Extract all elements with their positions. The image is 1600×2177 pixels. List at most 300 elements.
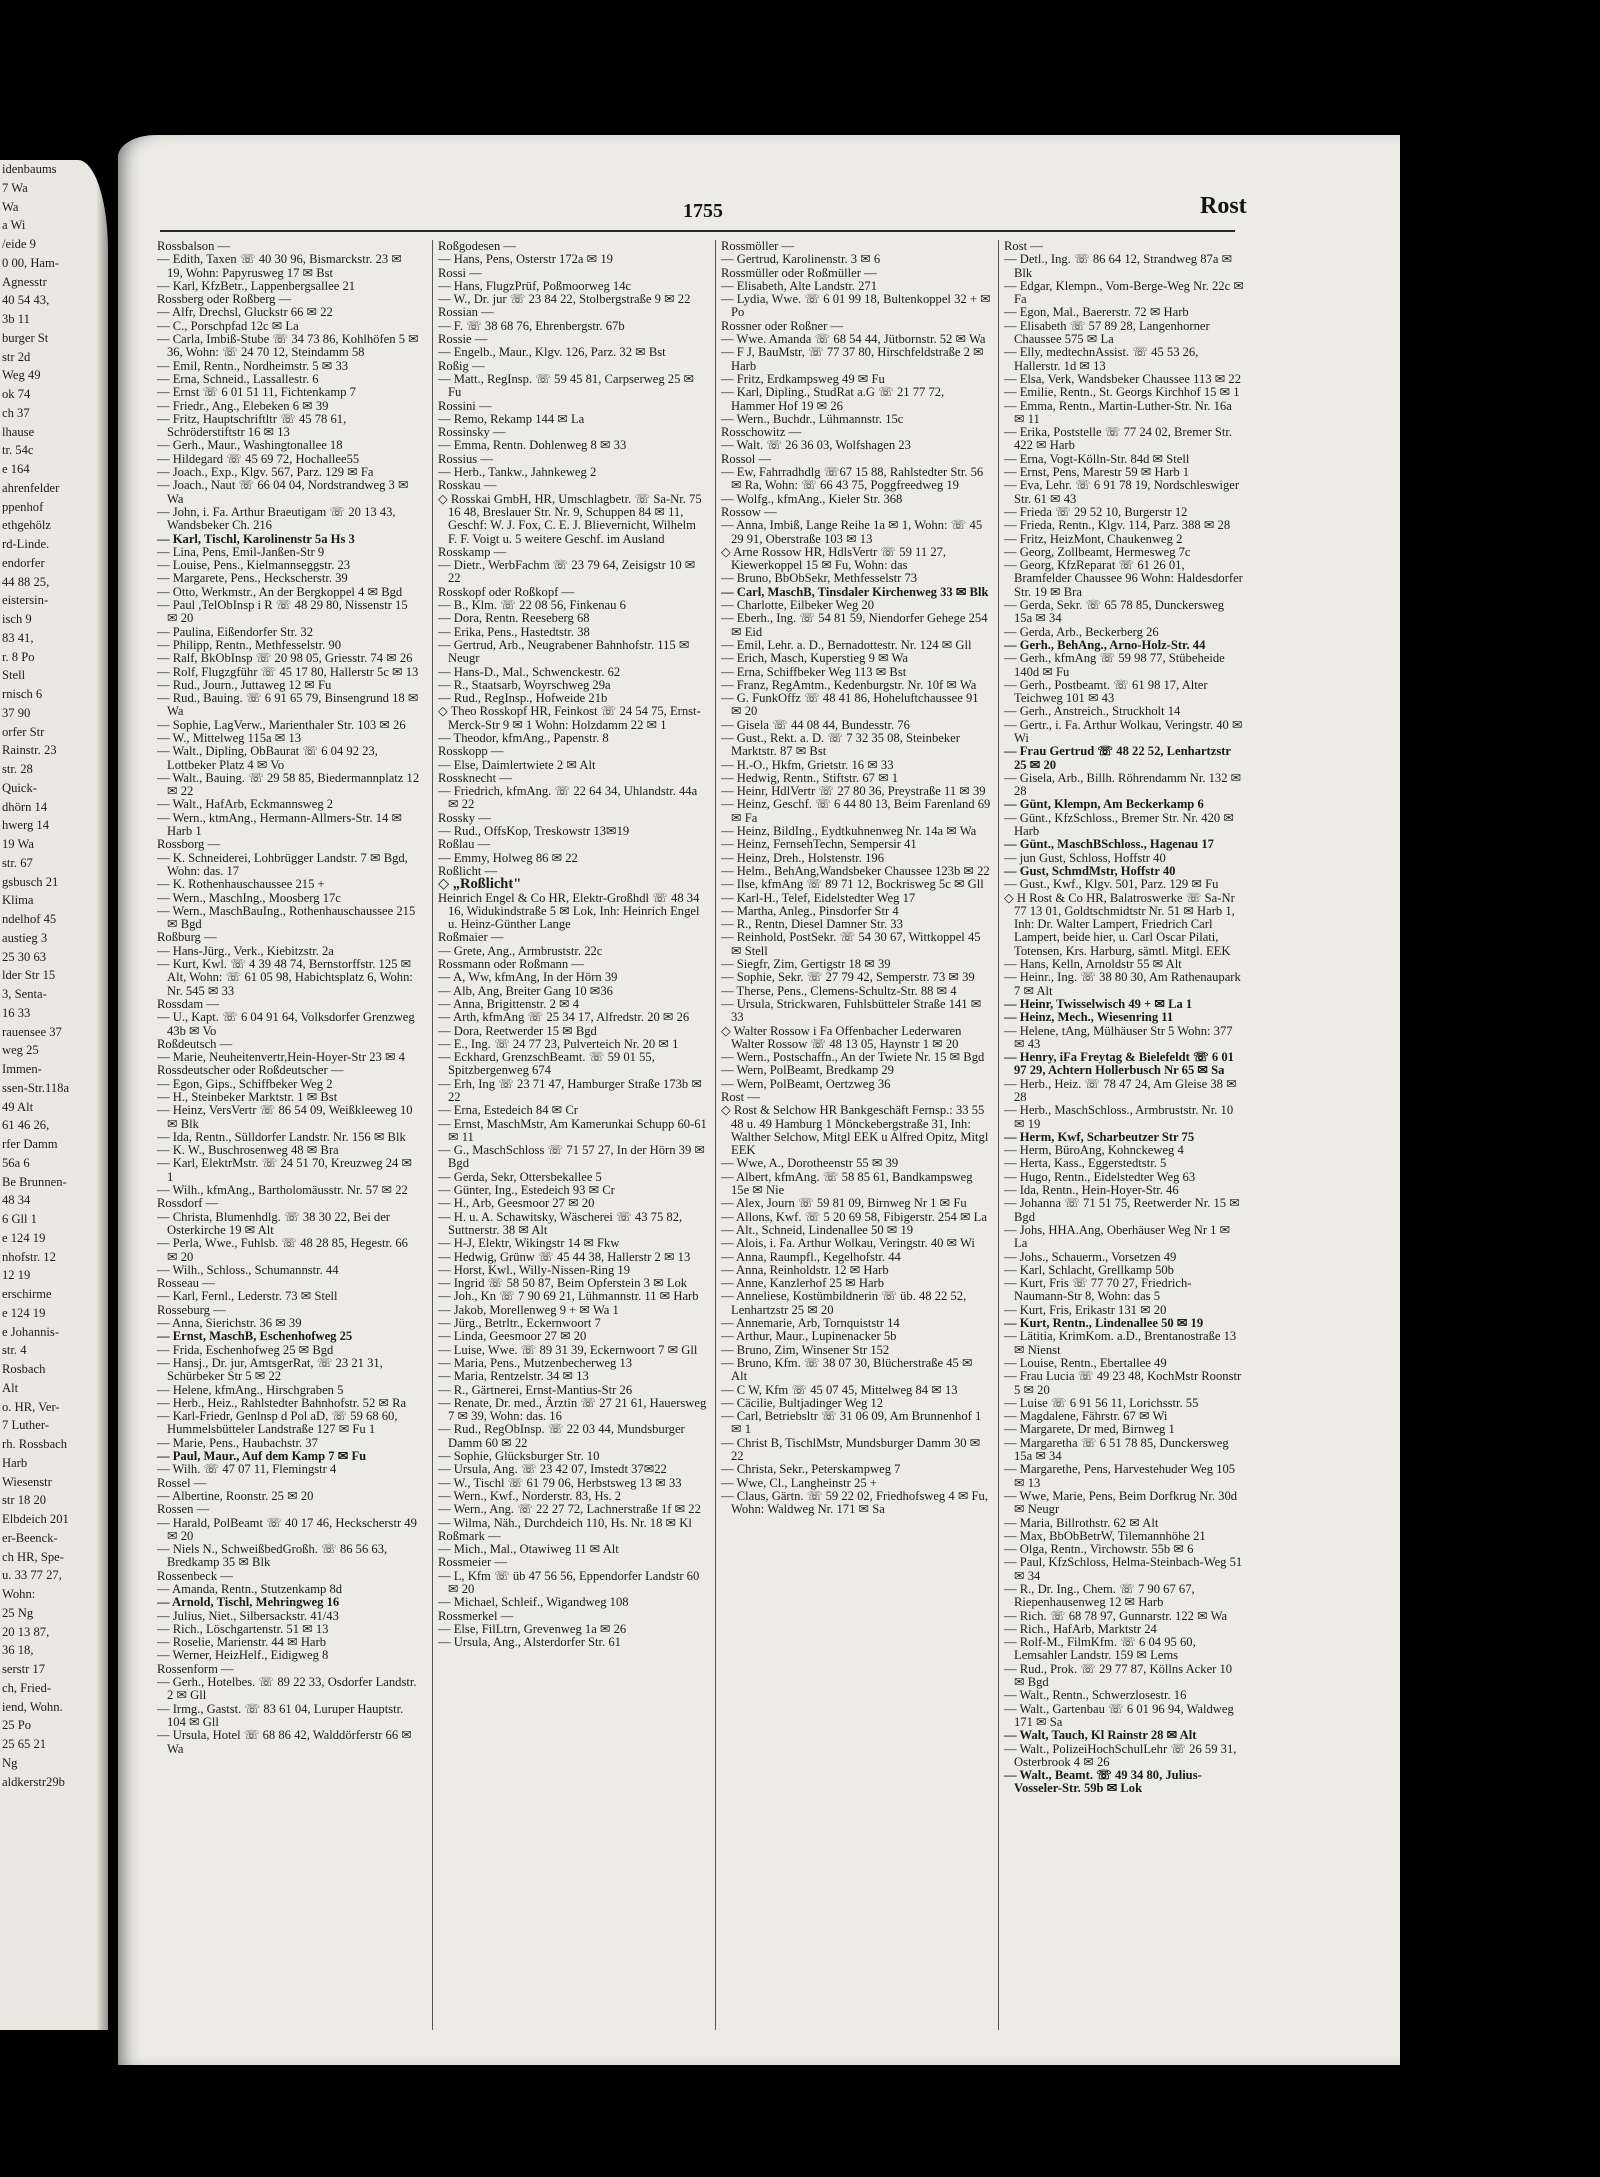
directory-entry: — Remo, Rekamp 144 ✉ La <box>438 411 585 426</box>
directory-entry: Roßdeutsch — <box>157 1036 233 1051</box>
facing-page-line: a Wi <box>2 218 26 233</box>
directory-entry: Roßmaier — <box>438 930 504 945</box>
directory-entry: — Frau Gertrud ☏ 48 22 52, Lenhartzstr 25 ✉ 20 <box>1004 744 1231 772</box>
directory-entry: — Franz, RegAmtm., Kedenburgstr. Nr. 10f ✉ Wa <box>721 677 977 692</box>
directory-entry: — Elisabeth, Alte Landstr. 271 <box>721 278 878 293</box>
directory-entry: — Heinr., Ing. ☏ 38 80 30, Am Rathenaupark 7 ✉ Alt <box>1004 970 1241 998</box>
directory-entry: — U., Kapt. ☏ 6 04 91 64, Volksdorfer Grenzweg 43b ✉ Vo <box>157 1010 415 1038</box>
directory-entry: — Wwe, Cl., Langheinstr 25 + <box>721 1475 877 1490</box>
directory-entry: — Siegfr, Zim, Gertigstr 18 ✉ 39 <box>721 957 891 972</box>
facing-page-line: e 164 <box>2 462 30 476</box>
directory-entry: — W., Dr. jur ☏ 23 84 22, Stolbergstraße 9 ✉ 22 <box>438 292 691 307</box>
directory-entry: — Erna, Schneid., Lassallestr. 6 <box>157 371 319 386</box>
directory-entry: — Rolf, Flugzgführ ☏ 45 17 80, Hallerstr 5c ✉ 13 <box>157 664 419 679</box>
directory-entry: — Hans, Pens, Osterstr 172a ✉ 19 <box>438 252 613 267</box>
directory-entry: — Friedr., Ang., Elebeken 6 ✉ 39 <box>157 398 329 413</box>
directory-entry: — G., MaschSchloss ☏ 71 57 27, In der Hörn 39 ✉ Bgd <box>438 1143 705 1171</box>
directory-entry: — Gust, SchmdMstr, Hoffstr 40 <box>1004 863 1176 878</box>
directory-entry: — Herb., Heiz., Rahlstedter Bahnhofstr. 52 ✉ Ra <box>157 1395 407 1410</box>
directory-entry: — Kurt, Fris ☏ 77 70 27, Friedrich-Naumann-Str 8, Wohn: das 5 <box>1004 1276 1192 1304</box>
directory-entry: — C W, Kfm ☏ 45 07 45, Mittelweg 84 ✉ 13 <box>721 1382 958 1397</box>
facing-page-line: ahrenfelder <box>2 480 60 495</box>
directory-entry: — Johs., Schauerm., Vorsetzen 49 <box>1004 1249 1177 1264</box>
directory-entry: Rossol — <box>721 451 772 466</box>
directory-entry: Rosschowitz — <box>721 425 802 440</box>
directory-entry: Rossmüller oder Roßmüller — <box>721 265 877 280</box>
directory-entry: — Heinz, Geschf. ☏ 6 44 80 13, Beim Farenland 69 ✉ Fa <box>721 797 991 825</box>
facing-page-line: 44 88 25, <box>2 574 50 589</box>
facing-page-line: Be Brunnen- <box>2 1174 67 1189</box>
facing-page-line: 49 Alt <box>2 1099 34 1114</box>
directory-entry: — Roselie, Marienstr. 44 ✉ Harb <box>157 1635 326 1650</box>
directory-entry: — Walt., PolizeiHochSchulLehr ☏ 26 59 31, Osterbrook 4 ✉ 26 <box>1004 1741 1237 1769</box>
directory-entry: — Kurt, Kwl. ☏ 4 39 48 74, Bernstorffstr. 125 ✉ Alt, Wohn: ☏ 61 05 98, Habichtsplatz 6, Wohn: Nr. 545 ✉ 33 <box>157 957 413 998</box>
directory-entry: — Herb., Tankw., Jahnkeweg 2 <box>438 465 597 480</box>
facing-page-line: str. 4 <box>2 1343 27 1358</box>
directory-entry: — Luise, Wwe. ☏ 89 31 39, Eckernwoort 7 ✉ Gll <box>438 1342 698 1357</box>
facing-page-line: Wa <box>2 199 19 214</box>
directory-entry: Rossdam — <box>157 996 219 1011</box>
directory-entry: — Heinz, VersVertr ☏ 86 54 09, Weißkleeweg 10 ✉ Blk <box>157 1103 413 1131</box>
facing-page-line: e 124 19 <box>2 1230 46 1245</box>
directory-entry: Heinrich Engel & Co HR, Elektr-Großhdl ☏ 48 34 16, Widukindstraße 5 ✉ Lok, Inh: Heinrich Engel u. Heinz-Günther Lange <box>438 890 700 932</box>
directory-entry: — Wern., MaschBauIng., Rothenhauschaussee 215 ✉ Bgd <box>157 903 416 932</box>
directory-entry: — Jürg., Betrltr., Eckernwoort 7 <box>438 1316 601 1331</box>
directory-entry: — Lätitia, KrimKom. a.D., Brentanostraße 13 ✉ Nienst <box>1004 1329 1237 1357</box>
facing-page-line: Rosbach <box>2 1362 46 1376</box>
directory-entry: — Erna, Vogt-Kölln-Str. 84d ✉ Stell <box>1004 451 1190 466</box>
directory-entry: — Heinz, Dreh., Holstenstr. 196 <box>721 850 884 865</box>
directory-entry: — Harald, PolBeamt ☏ 40 17 46, Heckscherstr 49 ✉ 20 <box>157 1515 417 1543</box>
directory-entry: — Kurt, Rentn., Lindenallee 50 ✉ 19 <box>1004 1316 1204 1331</box>
directory-entry: — Marie, Neuheitenvertr,Hein-Hoyer-Str 23 ✉ 4 <box>157 1050 405 1065</box>
directory-entry: — Paul, KfzSchloss, Helma-Steinbach-Weg 51 ✉ 34 <box>1004 1555 1243 1583</box>
facing-page-line: 7 Luther- <box>2 1418 49 1433</box>
directory-entry: — Fritz, HeizMont, Chaukenweg 2 <box>1004 531 1183 546</box>
facing-page-line: str. 28 <box>2 762 33 776</box>
directory-entry: — R., Dr. Ing., Chem. ☏ 7 90 67 67, Riepenhausenweg 12 ✉ Harb <box>1004 1581 1195 1610</box>
directory-entry: — Max, BbObBetrW, Tilemannhöhe 21 <box>1004 1528 1206 1543</box>
directory-entry: — Ursula, Strickwaren, Fuhlsbütteler Straße 141 ✉ 33 <box>721 996 982 1025</box>
directory-entry: Rossenform — <box>157 1661 234 1676</box>
facing-page-line: 16 33 <box>2 1005 31 1020</box>
directory-entry: — Rud., Journ., Juttaweg 12 ✉ Fu <box>157 677 332 692</box>
directory-entry: — Carl, Betriebsltr ☏ 31 06 09, Am Brunnenhof 1 ✉ 1 <box>721 1409 982 1437</box>
directory-entry: — Gerh., BehAng., Arno-Holz-Str. 44 <box>1004 637 1206 652</box>
directory-entry: — Günt, Klempn, Am Beckerkamp 6 <box>1004 797 1204 812</box>
directory-entry: — Louise, Rentn., Ebertallee 49 <box>1004 1355 1167 1370</box>
directory-entry: Rossow — <box>721 504 777 519</box>
directory-entry: — Erna, Estedeich 84 ✉ Cr <box>438 1103 578 1118</box>
facing-page-line: ch 37 <box>2 405 30 420</box>
directory-entry: — Frieda, Rentn., Klgv. 114, Parz. 388 ✉ 28 <box>1004 518 1231 533</box>
directory-entry: — Ida, Rentn., Sülldorfer Landstr. Nr. 156 ✉ Blk <box>157 1129 406 1144</box>
running-head: Rost <box>1200 193 1247 219</box>
directory-entry: — Gerh., kfmAng ☏ 59 98 77, Stübeheide 140d ✉ Fu <box>1004 651 1225 679</box>
facing-page-line: nhofstr. 12 <box>2 1249 56 1264</box>
facing-page-line: 25 65 21 <box>2 1737 47 1751</box>
facing-page-line: 37 90 <box>2 705 31 720</box>
directory-entry: — Irmg., Gastst. ☏ 83 61 04, Luruper Hauptstr. 104 ✉ Gll <box>157 1701 404 1729</box>
facing-page-line: Harb <box>2 1455 28 1470</box>
directory-entry: — Hans, Kelln, Arnoldstr 55 ✉ Alt <box>1004 957 1182 972</box>
directory-entry: — Wilma, Näh., Durchdeich 110, Hs. Nr. 18 ✉ Kl <box>438 1515 692 1530</box>
directory-entry: — Wilh., kfmAng., Bartholomäusstr. Nr. 57 ✉ 22 <box>157 1183 408 1198</box>
directory-entry: — Mich., Mal., Otawiweg 11 ✉ Alt <box>438 1542 619 1557</box>
directory-entry: — Karl-H., Telef, Eidelstedter Weg 17 <box>721 890 916 905</box>
facing-page-line: rh. Rossbach <box>2 1437 68 1451</box>
directory-entry: — K. Rothenhauschaussee 215 + <box>157 877 325 892</box>
facing-page-line: 61 46 26, <box>2 1118 50 1133</box>
directory-entry: — Gisela, Arb., Billh. Röhrendamm Nr. 132 ✉ 28 <box>1004 770 1242 799</box>
directory-entry: ◇ Rosskai GmbH, HR, Umschlagbetr. ☏ Sa-Nr. 75 16 48, Breslauer Str. Nr. 9, Schuppen 84 ✉ 11, Geschf: W. J. Fox, C. E. J. Blievernicht, Wilhelm F. F. Voigt u. 5 weitere Geschf. im Ausland <box>438 491 702 546</box>
facing-page-line: Alt <box>2 1380 19 1395</box>
directory-entry: — Rud., RegObInsp. ☏ 22 03 44, Mundsburger Damm 60 ✉ 22 <box>438 1422 685 1450</box>
directory-entry: — Ingrid ☏ 58 50 87, Beim Opferstein 3 ✉ Lok <box>438 1276 688 1291</box>
facing-page-line: 20 13 87, <box>2 1624 50 1639</box>
directory-entry: Rossdorf — <box>157 1196 219 1211</box>
directory-entry: — Rud., RegInsp., Hofweide 21b <box>438 691 608 706</box>
facing-page-line: rnisch 6 <box>2 687 43 701</box>
directory-entry: — Paulina, Eißendorfer Str. 32 <box>157 624 313 639</box>
directory-entry: — Walt, Tauch, Kl Rainstr 28 ✉ Alt <box>1004 1728 1197 1743</box>
directory-entry: — K. Schneiderei, Lohbrügger Landstr. 7 ✉ Bgd, Wohn: das. 17 <box>157 850 408 878</box>
directory-entry: — Margarete, Dr med, Birnweg 1 <box>1004 1422 1175 1437</box>
facing-page-line: str 2d <box>2 349 31 364</box>
directory-entry: — Sophie, Glücksburger Str. 10 <box>438 1449 600 1464</box>
facing-page-line: serstr 17 <box>2 1662 46 1676</box>
directory-entry: — Perla, Wwe., Fuhlsb. ☏ 48 28 85, Hegestr. 66 ✉ 20 <box>157 1236 408 1264</box>
directory-entry: — G. FunkOffz ☏ 48 41 86, Hoheluftchaussee 91 ✉ 20 <box>721 691 979 719</box>
directory-entry: ◇ Theo Rosskopf HR, Feinkost ☏ 24 54 75, Ernst-Merck-Str 9 ✉ 1 Wohn: Holzdamm 22 ✉ 1 <box>438 704 701 732</box>
directory-entry: Roßmark — <box>438 1528 501 1543</box>
directory-entry: Roßig — <box>438 358 485 373</box>
facing-page-line: Rainstr. 23 <box>2 743 57 758</box>
directory-entry: — Ralf, BkObInsp ☏ 20 98 05, Griesstr. 74 ✉ 26 <box>157 651 413 666</box>
directory-entry: — Heinr, Twisselwisch 49 + ✉ La 1 <box>1004 996 1193 1011</box>
facing-page-line: str 18 20 <box>2 1493 47 1508</box>
directory-entry: — Dora, Reetwerder 15 ✉ Bgd <box>438 1023 597 1038</box>
directory-entry: — K. W., Buschrosenweg 48 ✉ Bra <box>157 1143 339 1158</box>
directory-entry: Rosseburg — <box>157 1302 226 1317</box>
directory-entry: — Louise, Pens., Kielmannseggstr. 23 <box>157 558 351 573</box>
directory-entry: — Julius, Niet., Silbersackstr. 41/43 <box>157 1608 339 1623</box>
directory-entry: Rossius — <box>438 451 493 466</box>
directory-entry: — Wern., Postschaffn., An der Twiete Nr. 15 ✉ Bgd <box>721 1050 985 1065</box>
directory-entry: — Amanda, Rentn., Stutzenkamp 8d <box>157 1581 343 1596</box>
facing-page-line: iend, Wohn. <box>2 1699 63 1714</box>
directory-entry: — Emil, Rentn., Nordheimstr. 5 ✉ 33 <box>157 358 349 373</box>
directory-entry: — Walt., Beamt. ☏ 49 34 80, Julius-Vosseler-Str. 59b ✉ Lok <box>1004 1768 1202 1796</box>
directory-entry: — Gust., Kwf., Klgv. 501, Parz. 129 ✉ Fu <box>1004 877 1219 892</box>
directory-entry: — Heinz, BildIng., Eydtkuhnenweg Nr. 14a ✉ Wa <box>721 824 977 839</box>
directory-entry: — Gerh., Hotelbes. ☏ 89 22 33, Osdorfer Landstr. 2 ✉ Gll <box>157 1675 417 1703</box>
header-rule <box>160 230 1235 232</box>
directory-entry: Rossini — <box>438 398 492 413</box>
facing-page-line: 3b 11 <box>2 312 30 326</box>
directory-entry: — Anna, Brigittenstr. 2 ✉ 4 <box>438 996 580 1011</box>
directory-entry: — Albert, kfmAng. ☏ 58 85 61, Bandkampsweg 15e ✉ Nie <box>721 1169 973 1198</box>
directory-entry: Rosseau — <box>157 1276 215 1291</box>
directory-entry: — Alb, Ang, Breiter Gang 10 ✉36 <box>438 983 613 998</box>
directory-entry: — Therse, Pens., Clemens-Schultz-Str. 88 ✉ 4 <box>721 983 957 998</box>
directory-entry: — Karl, KfzBetr., Lappenbergsallee 21 <box>157 278 356 293</box>
directory-entry: — Fritz, Erdkampsweg 49 ✉ Fu <box>721 371 885 386</box>
facing-page-fragment <box>0 160 108 2030</box>
directory-entry: — Linda, Geesmoor 27 ✉ 20 <box>438 1329 587 1344</box>
directory-entry: — Arnold, Tischl, Mehringweg 16 <box>157 1595 340 1610</box>
directory-entry: — Matt., RegInsp. ☏ 59 45 81, Carpserweg 25 ✉ Fu <box>438 371 695 400</box>
directory-entry: Rossmeier — <box>438 1555 507 1570</box>
directory-entry: — Karl, Schlacht, Grellkamp 50b <box>1004 1262 1174 1277</box>
directory-entry: — Joach., Exp., Klgv. 567, Parz. 129 ✉ Fa <box>157 465 374 480</box>
directory-entry: — E., Ing. ☏ 24 77 23, Pulverteich Nr. 20 ✉ 1 <box>438 1036 679 1051</box>
directory-entry: — Edgar, Klempn., Vom-Berge-Weg Nr. 22c ✉ Fa <box>1004 278 1244 307</box>
directory-column-4 <box>1004 240 1244 2030</box>
directory-entry: — Albertine, Roonstr. 25 ✉ 20 <box>157 1488 314 1503</box>
directory-entry: — Wwe, Marie, Pens, Beim Dorfkrug Nr. 30d ✉ Neugr <box>1004 1488 1238 1517</box>
facing-page-line: rauensee 37 <box>2 1024 62 1039</box>
directory-entry: — Wilh. ☏ 47 07 11, Flemingstr 4 <box>157 1462 337 1477</box>
directory-entry: — Hildegard ☏ 45 69 72, Hochallee55 <box>157 451 360 466</box>
directory-entry: — L, Kfm ☏ üb 47 56 56, Eppendorfer Landstr 60 ✉ 20 <box>438 1568 700 1596</box>
directory-entry: — Edith, Taxen ☏ 40 30 96, Bismarckstr. 23 ✉ 19, Wohn: Papyrusweg 17 ✉ Bst <box>157 252 402 280</box>
directory-entry: — Jakob, Morellenweg 9 + ✉ Wa 1 <box>438 1302 619 1317</box>
facing-page-line: 3, Senta- <box>2 987 47 1001</box>
directory-entry: — Anna, Reinholdstr. 12 ✉ Harb <box>721 1262 889 1277</box>
directory-entry: — Frida, Eschenhofweg 25 ✉ Bgd <box>157 1342 334 1357</box>
directory-entry: — Anne, Kanzlerhof 25 ✉ Harb <box>721 1276 885 1291</box>
directory-entry: — Christ B, TischlMstr, Mundsburger Damm 30 ✉ 22 <box>721 1435 981 1464</box>
facing-page-line: erschirme <box>2 1287 52 1301</box>
directory-entry: — Arth, kfmAng ☏ 25 34 17, Alfredstr. 20 ✉ 26 <box>438 1010 690 1025</box>
facing-page-line: 7 Wa <box>2 180 28 195</box>
directory-entry: — Rich. ☏ 68 78 97, Gunnarstr. 122 ✉ Wa <box>1004 1608 1228 1623</box>
directory-entry: — Rud., OffsKop, Treskowstr 13✉19 <box>438 824 630 839</box>
facing-page-line: Agnesstr <box>2 274 47 289</box>
facing-page-line: Ng <box>2 1755 18 1770</box>
directory-entry: — R., Staatsarb, Woyrschweg 29a <box>438 677 611 692</box>
directory-entry: — H. u. A. Schawitsky, Wäscherei ☏ 43 75 82, Suttnerstr. 38 ✉ Alt <box>438 1209 683 1237</box>
directory-entry: — Else, Daimlertwiete 2 ✉ Alt <box>438 757 596 772</box>
directory-entry: — Werner, HeizHelf., Eidigweg 8 <box>157 1648 329 1663</box>
directory-entry: Rossdeutscher oder Roßdeutscher — <box>157 1063 344 1078</box>
directory-entry: — Herm, Kwf, Scharbeutzer Str 75 <box>1004 1129 1195 1144</box>
facing-page-line: ethgehölz <box>2 518 51 533</box>
directory-entry: — Joach., Naut ☏ 66 04 04, Nordstrandweg 3 ✉ Wa <box>157 478 409 506</box>
facing-page-line: Wiesenstr <box>2 1474 52 1489</box>
directory-entry: ◇ Walter Rossow i Fa Offenbacher Lederwaren Walter Rossow ☏ 48 13 05, Haynstr 1 ✉ 20 <box>721 1023 962 1051</box>
directory-entry: — Heinz, FernsehTechn, Sempersir 41 <box>721 837 917 852</box>
directory-entry: — Martha, Anleg., Pinsdorfer Str 4 <box>721 903 899 918</box>
directory-entry: — Maria, Billrothstr. 62 ✉ Alt <box>1004 1515 1159 1530</box>
directory-entry: — Hugo, Rentn., Eidelstedter Weg 63 <box>1004 1169 1196 1184</box>
directory-entry: — Erika, Pens., Hastedtstr. 38 <box>438 624 590 639</box>
directory-entry: — Egon, Mal., Baererstr. 72 ✉ Harb <box>1004 305 1189 320</box>
facing-page-line: 83 41, <box>2 630 34 645</box>
directory-entry: — Gerda, Sekr, Ottersbekallee 5 <box>438 1169 602 1184</box>
directory-entry: — Detl., Ing. ☏ 86 64 12, Strandweg 87a ✉ Blk <box>1004 252 1233 280</box>
directory-entry: — Walt., HafArb, Eckmannsweg 2 <box>157 797 334 812</box>
directory-entry: — Karl, ElektrMstr. ☏ 24 51 70, Kreuzweg 24 ✉ 1 <box>157 1156 413 1184</box>
directory-entry: — Michael, Schleif., Wigandweg 108 <box>438 1595 629 1610</box>
directory-entry: — W., Mittelweg 115a ✉ 13 <box>157 730 302 745</box>
directory-entry: — Gertrud, Karolinenstr. 3 ✉ 6 <box>721 252 881 267</box>
directory-entry: — W., Tischl ☏ 61 79 06, Herbstsweg 13 ✉ 33 <box>438 1475 682 1490</box>
column-separator <box>432 240 433 2030</box>
directory-entry: — Frau Lucia ☏ 49 23 48, KochMstr Roonstr 5 ✉ 20 <box>1004 1369 1242 1397</box>
directory-entry: Rossmerkel — <box>438 1608 514 1623</box>
directory-entry: Rossknecht — <box>438 770 512 785</box>
directory-entry: — Georg, KfzReparat ☏ 61 26 01, Bramfelder Chaussee 96 Wohn: Haldesdorfer Str. 19 ✉ Bra <box>1004 558 1243 599</box>
directory-entry: — Bruno, Kfm. ☏ 38 07 30, Blücherstraße 45 ✉ Alt <box>721 1355 973 1384</box>
directory-entry: — Anna, Sierichstr. 36 ✉ 39 <box>157 1316 302 1331</box>
directory-entry: — Herta, Kass., Eggerstedtstr. 5 <box>1004 1156 1167 1171</box>
directory-entry: — Ida, Rentn., Hein-Hoyer-Str. 46 <box>1004 1183 1179 1198</box>
directory-entry: — Erika, Poststelle ☏ 77 24 02, Bremer Str. 422 ✉ Harb <box>1004 425 1233 453</box>
directory-entry: — Wilh., Schloss., Schumannstr. 44 <box>157 1262 339 1277</box>
directory-entry: — Margarethe, Pens, Harvestehuder Weg 105 ✉ 13 <box>1004 1462 1236 1490</box>
directory-entry: — Alex, Journ ☏ 59 81 09, Birnweg Nr 1 ✉ Fu <box>721 1196 967 1211</box>
directory-entry: — Gerh., Anstreich., Struckholt 14 <box>1004 704 1181 719</box>
facing-page-line: weg 25 <box>2 1043 39 1058</box>
facing-page-line: ok 74 <box>2 387 31 401</box>
directory-entry: — Alt., Schneid, Lindenallee 50 ✉ 19 <box>721 1222 914 1237</box>
directory-entry: — Wern., Kwf., Norderstr. 83, Hs. 2 <box>438 1488 622 1503</box>
directory-entry: — Sophie, Sekr. ☏ 27 79 42, Semperstr. 73 ✉ 39 <box>721 970 975 985</box>
facing-page-line: orfer Str <box>2 724 45 739</box>
facing-page-line: str. 67 <box>2 855 33 870</box>
directory-entry: — H-J, Elektr, Wikingstr 14 ✉ Fkw <box>438 1236 620 1251</box>
directory-entry: — Bruno, Zim, Winsener Str 152 <box>721 1342 890 1357</box>
directory-entry: — Hedwig, Rentn., Stiftstr. 67 ✉ 1 <box>721 770 899 785</box>
directory-entry: — Arthur, Maur., Lupinenacker 5b <box>721 1329 897 1344</box>
directory-entry: — A, Ww, kfmAng, In der Hörn 39 <box>438 970 618 985</box>
directory-entry: — Christa, Sekr., Peterskampweg 7 <box>721 1462 901 1477</box>
facing-page-line: endorfer <box>2 555 45 570</box>
directory-entry: — Carl, MaschB, Tinsdaler Kirchenweg 33 ✉ Blk <box>721 584 989 599</box>
directory-entry: — Elisabeth ☏ 57 89 28, Langenhorner Chaussee 575 ✉ La <box>1004 318 1210 347</box>
directory-entry: — Theodor, kfmAng., Papenstr. 8 <box>438 730 609 745</box>
directory-entry: — Olga, Rentn., Virchowstr. 55b ✉ 6 <box>1004 1542 1194 1557</box>
directory-entry: — Alfr, Drechsl, Gluckstr 66 ✉ 22 <box>157 305 333 320</box>
directory-entry: — Margarete, Pens., Heckscherstr. 39 <box>157 571 348 586</box>
directory-entry: — Lina, Pens, Emil-Janßen-Str 9 <box>157 544 325 559</box>
directory-entry: — Wern., Buchdr., Lühmannstr. 15c <box>721 411 904 426</box>
facing-page-line: u. 33 77 27, <box>2 1568 62 1583</box>
directory-entry: Rossi — <box>438 265 482 280</box>
directory-entry: Rossberg oder Roßberg — <box>157 292 292 307</box>
directory-entry: — Eva, Lehr. ☏ 6 91 78 19, Nordschleswiger Str. 61 ✉ 43 <box>1004 478 1240 506</box>
directory-column-1 <box>157 240 420 2030</box>
directory-entry: — Cäcilie, Bultjadinger Weg 12 <box>721 1395 884 1410</box>
directory-entry: — Emmy, Holweg 86 ✉ 22 <box>438 850 578 865</box>
directory-entry: — Eberh., Ing. ☏ 54 81 59, Niendorfer Gehege 254 ✉ Eid <box>721 611 988 639</box>
directory-entry: Rossian — <box>438 305 494 320</box>
facing-page-line: Immen- <box>2 1062 42 1076</box>
facing-page-line: rd-Linde. <box>2 537 50 551</box>
directory-entry: — Renate, Dr. med., Ärztin ☏ 27 21 61, Hauersweg 7 ✉ 39, Wohn: das. 16 <box>438 1395 707 1424</box>
directory-entry: — Walt. ☏ 26 36 03, Wolfshagen 23 <box>721 438 911 453</box>
directory-entry: — Grete, Ang., Armbruststr. 22c <box>438 943 603 958</box>
directory-entry: — Rud., Bauing. ☏ 6 91 65 79, Binsengrund 18 ✉ Wa <box>157 691 419 719</box>
directory-entry: Roßlicht — <box>438 863 498 878</box>
directory-entry: — Johanna ☏ 71 51 75, Reetwerder Nr. 15 ✉ Bgd <box>1004 1196 1240 1224</box>
directory-entry: — Rich., HafArb, Marktstr 24 <box>1004 1621 1157 1636</box>
facing-page-line: austieg 3 <box>2 930 48 945</box>
directory-entry: — B., Klm. ☏ 22 08 56, Finkenau 6 <box>438 598 626 613</box>
directory-entry: — Gertr., i. Fa. Arthur Wolkau, Veringstr. 40 ✉ Wi <box>1004 717 1243 745</box>
directory-entry: ◇ „Roßlicht" <box>438 876 522 893</box>
directory-entry: — Herb., MaschSchloss., Armbruststr. Nr. 10 ✉ 19 <box>1004 1103 1234 1131</box>
directory-entry: — H., Arb, Geesmoor 27 ✉ 20 <box>438 1196 595 1211</box>
facing-page-line: Stell <box>2 668 26 683</box>
directory-entry: Rossmann oder Roßmann — <box>438 957 584 972</box>
directory-entry: — Paul ,TelObInsp i R ☏ 48 29 80, Nissenstr 15 ✉ 20 <box>157 598 408 626</box>
directory-entry: Rossenbeck — <box>157 1568 233 1583</box>
directory-column-2 <box>438 240 708 2030</box>
facing-page-line: 19 Wa <box>2 837 34 851</box>
facing-page-line: Wohn: <box>2 1587 36 1601</box>
directory-entry: — Dietr., WerbFachm ☏ 23 79 64, Zeisigstr 10 ✉ 22 <box>438 558 696 586</box>
directory-entry: — Hedwig, Grünw ☏ 45 44 38, Hallerstr 2 ✉ 13 <box>438 1249 691 1264</box>
directory-entry: — jun Gust, Schloss, Hoffstr 40 <box>1004 850 1166 865</box>
directory-entry: — Walt., Rentn., Schwerzlosestr. 16 <box>1004 1688 1187 1703</box>
directory-entry: — Ursula, Ang., Alsterdorfer Str. 61 <box>438 1635 621 1650</box>
directory-entry: — Ernst, MaschB, Eschenhofweg 25 <box>157 1329 353 1344</box>
directory-entry: — Gerh., Postbeamt. ☏ 61 98 17, Alter Teichweg 101 ✉ 43 <box>1004 677 1208 706</box>
directory-entry: — Friedrich, kfmAng. ☏ 22 64 34, Uhlandstr. 44a ✉ 22 <box>438 784 698 812</box>
directory-entry: Rosskopf oder Roßkopf — <box>438 584 575 599</box>
directory-entry: — Dora, Rentn. Reeseberg 68 <box>438 611 590 626</box>
directory-entry: — Ernst, MaschMstr, Am Kamerunkai Schupp 60-61 ✉ 11 <box>438 1116 707 1144</box>
directory-entry: Rossie — <box>438 332 488 347</box>
directory-entry: — Elly, medtechnAssist. ☏ 45 53 26, Hallerstr. 1d ✉ 13 <box>1004 345 1199 373</box>
directory-entry: — Engelb., Maur., Klgv. 126, Parz. 32 ✉ Bst <box>438 345 666 360</box>
directory-entry: — Joh., Kn ☏ 7 90 69 21, Lühmannstr. 11 ✉ Harb <box>438 1289 699 1304</box>
directory-entry: — Günter, Ing., Estedeich 93 ✉ Cr <box>438 1183 615 1198</box>
facing-page-line: o. HR, Ver- <box>2 1399 60 1414</box>
directory-entry: — Wern, PolBeamt, Oertzweg 36 <box>721 1076 891 1091</box>
facing-page-line: Weg 49 <box>2 368 41 383</box>
facing-page-line: aldkerstr29b <box>2 1774 65 1789</box>
directory-entry: — Wolfg., kfmAng., Kieler Str. 368 <box>721 491 903 506</box>
directory-entry: — Annemarie, Arb, Tornquiststr 14 <box>721 1316 900 1331</box>
directory-entry: — Erich, Masch, Kuperstieg 9 ✉ Wa <box>721 651 908 666</box>
directory-entry: Roßburg — <box>157 930 217 945</box>
directory-entry: — Günt., MaschBSchloss., Hagenau 17 <box>1004 837 1214 852</box>
directory-entry: — Fritz, Hauptschriftltr ☏ 45 78 61, Schröderstiftstr 16 ✉ 13 <box>157 411 347 440</box>
directory-entry: — Henry, iFa Freytag & Bielefeldt ☏ 6 01 97 29, Achtern Hollerbusch Nr 65 ✉ Sa <box>1004 1050 1234 1078</box>
facing-page-line: 40 54 43, <box>2 293 50 308</box>
facing-page-line: 0 00, Ham- <box>2 255 60 270</box>
directory-entry: — Emilie, Rentn., St. Georgs Kirchhof 15 ✉ 1 <box>1004 385 1240 400</box>
directory-entry: — Wern., ktmAng., Hermann-Allmers-Str. 14 ✉ Harb 1 <box>157 810 403 839</box>
facing-page-line: ssen-Str.118a <box>2 1080 70 1095</box>
directory-entry: — Ernst, Pens, Marestr 59 ✉ Harb 1 <box>1004 465 1190 480</box>
directory-entry: Rossmöller — <box>721 240 795 253</box>
facing-page-line: 36 18, <box>2 1643 34 1658</box>
directory-entry: — Reinhold, PostSekr. ☏ 54 30 67, Wittkoppel 45 ✉ Stell <box>721 930 981 958</box>
facing-page-line: ch HR, Spe- <box>2 1549 64 1564</box>
directory-entry: — Gust., Rekt. a. D. ☏ 7 32 35 08, Steinbeker Marktstr. 87 ✉ Bst <box>721 730 960 759</box>
facing-page-line: tr. 54c <box>2 443 34 458</box>
page-number: 1755 <box>683 200 723 222</box>
directory-entry: — Gisela ☏ 44 08 44, Bundesstr. 76 <box>721 717 910 732</box>
column-separator <box>715 240 716 2030</box>
facing-page-line: dhörn 14 <box>2 799 48 814</box>
directory-entry: — Ew, Fahrradhdlg ☏67 15 88, Rahlstedter Str. 56 ✉ Ra, Wohn: ☏ 66 43 75, Poggfreedweg 19 <box>721 465 984 493</box>
